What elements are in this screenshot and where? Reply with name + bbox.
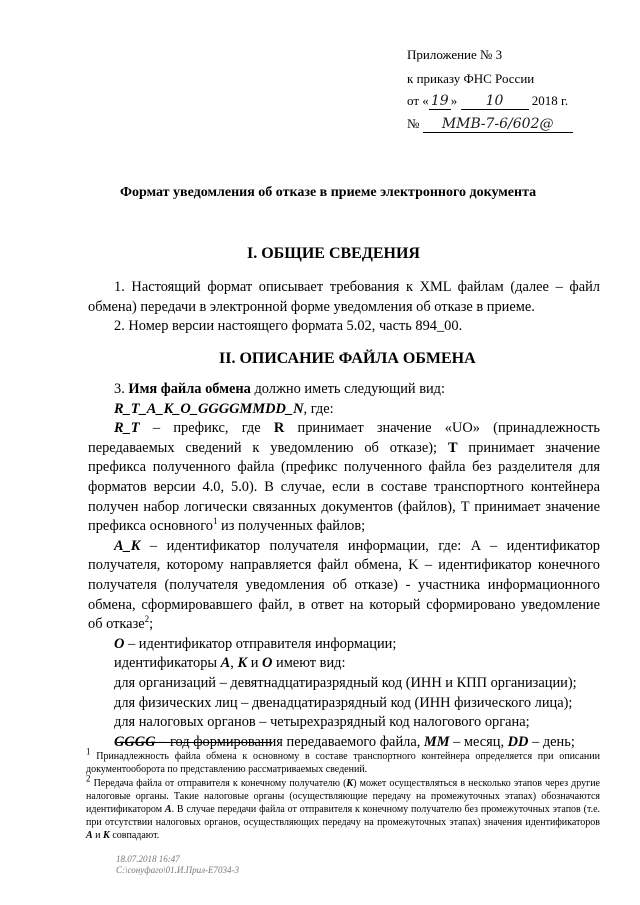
sender-definition (88, 635, 600, 655)
person-code-text: для физических лиц – двенадцатиразрядный код (ИНН физического лица); (114, 694, 573, 711)
month-code: MM (423, 733, 450, 750)
footnote-ref-1: 1 (212, 516, 218, 527)
file-stamp (116, 854, 239, 876)
footnote-2-k: К (346, 778, 354, 789)
org-code-text: для организаций – девятнадцатиразрядный код (ИНН и КПП организации); (114, 674, 577, 691)
file-name-pattern-suffix: , где: (303, 400, 334, 417)
order-date (407, 93, 568, 110)
prefix-r: R (273, 420, 285, 437)
prefix-t: T (447, 439, 458, 456)
identifiers-and: и (247, 655, 262, 672)
prefix-def-d: из полученных файлов; (217, 518, 366, 535)
paragraph-2 (88, 317, 600, 337)
paragraph-3-rest: должно иметь следующий вид: (254, 381, 446, 397)
paragraph-2-text: 2. Номер версии настоящего формата 5.02, часть 894_00. (114, 318, 463, 334)
date-month: 10 (461, 93, 529, 110)
date-day: 19 (429, 93, 451, 110)
order-reference: к приказу ФНС России (407, 71, 535, 86)
paragraph-3-number: 3. (114, 381, 125, 397)
recipient-def: – идентификатор получателя информации, где: A – идентификатор получателя, которому направляется файл обмена, K – идентификатор конечного получателя (получателя уведомления об отказе) - участника информационного обмена, сформировавшего файл, в ответ на который сформировано уведомление об отказе (88, 537, 600, 633)
recipient-code: A_K (114, 537, 141, 554)
footnote-2-text-c: . В случае передачи файла от отправителя к конечному получателю без промежуточных этапов (т.е. при отсутствии налоговых органов, осуществляющих передачу на промежуточных этапах) значения идентификаторов (86, 804, 601, 828)
tax-authority-code-rule (88, 713, 600, 733)
footnote-2-a: А (164, 804, 172, 815)
order-number (407, 116, 573, 133)
number-handwritten: ММВ-7-6/602@ (423, 116, 573, 133)
identifiers-tail: имеют вид: (272, 655, 346, 672)
file-name-term: Имя файла обмена (128, 381, 251, 397)
prefix-definition (88, 419, 600, 537)
person-code-rule (88, 694, 600, 714)
file-name-code: R_T_A_K_O_GGGGMMDD_N (114, 400, 304, 417)
prefix-code: R_T (114, 420, 140, 437)
identifiers-lead: идентификаторы (114, 655, 221, 672)
sender-def: – идентификатор отправителя информации; (124, 635, 397, 652)
paragraph-3 (88, 380, 600, 400)
identifier-a: A (220, 655, 231, 672)
footnote-1 (86, 746, 600, 776)
identifier-o: O (262, 655, 273, 672)
tax-authority-code-text: для налоговых органов – четырехразрядный код налогового органа; (114, 714, 530, 731)
footnote-1-text: Принадлежность файла обмена к основному в составе транспортного контейнера определяется при описании документооборота по представлению рассматриваемых сведений. (86, 751, 600, 775)
date-open-quote: « (422, 93, 429, 108)
identifiers-format (88, 654, 600, 674)
footnote-separator (117, 742, 272, 743)
paragraph-1 (88, 278, 600, 317)
footnote-2-text-a: Передача файла от отправителя к конечному получателю ( (90, 778, 347, 789)
prefix-def-b: принимает значение «UO» (принадлежность передаваемых сведений к уведомлению об отказе); (88, 420, 600, 456)
file-stamp-path: С:\сонуфаго\01.И.Прил-Е7034-3 (116, 865, 240, 875)
month-def: – месяц, (449, 733, 508, 750)
org-code-rule (88, 674, 600, 694)
sender-code: O (114, 635, 125, 652)
section-heading-file-description: II. ОПИСАНИЕ ФАЙЛА ОБМЕНА (219, 350, 476, 367)
footnote-2-text-b: ) может осуществляться в несколько этапов через другие налоговые органы. Такие налоговые органы (осуществляющие передачу на промежуточных этапах) обозначаются идентификатором (86, 778, 600, 815)
recipient-definition (88, 537, 600, 635)
recipient-def-end: ; (149, 616, 154, 633)
document-title: Формат уведомления об отказе в приеме электронного документа (120, 185, 537, 200)
footnote-2-and: и (92, 830, 104, 841)
footnote-ref-2: 2 (144, 614, 150, 625)
file-name-body (88, 380, 600, 752)
day-code: DD (507, 733, 529, 750)
date-year: 2018 г. (531, 93, 569, 108)
footnote-2-text-d: совпадают. (109, 830, 160, 841)
paragraph-1-text: 1. Настоящий формат описывает требования к XML файлам (далее – файл обмена) передачи в электронной форме уведомления об отказе в приеме. (88, 279, 600, 315)
date-close-quote: » (450, 93, 458, 108)
prefix-def-c: принимает значение префикса полученного файла (префикс полученного файла без разделителя для форматов версии 4.0, 5.0). В случае, если в составе транспортного контейнера получен набор логически связанных документов (файлов), T принимает значение префикса основного (88, 439, 600, 535)
year-def: – год формирования передаваемого файла, (155, 733, 424, 750)
file-name-pattern (88, 400, 600, 420)
footnote-2-number: 2 (86, 773, 91, 784)
identifiers-sep: , (230, 655, 238, 672)
file-stamp-date: 18.07.2018 16:47 (116, 854, 180, 864)
footnote-2 (86, 773, 601, 842)
section-heading-general: I. ОБЩИЕ СВЕДЕНИЯ (247, 245, 420, 262)
year-code: GGGG (114, 733, 156, 750)
day-def: – день; (528, 733, 575, 750)
footnote-2-a2: А (86, 830, 93, 841)
footnote-2-k2: К (103, 830, 110, 841)
identifier-k: K (237, 655, 248, 672)
date-prefix: от (407, 93, 420, 108)
prefix-def-a: – префикс, где (139, 420, 274, 437)
number-prefix: № (407, 116, 420, 131)
appendix-label: Приложение № 3 (407, 47, 503, 62)
footnote-1-number: 1 (86, 746, 91, 757)
